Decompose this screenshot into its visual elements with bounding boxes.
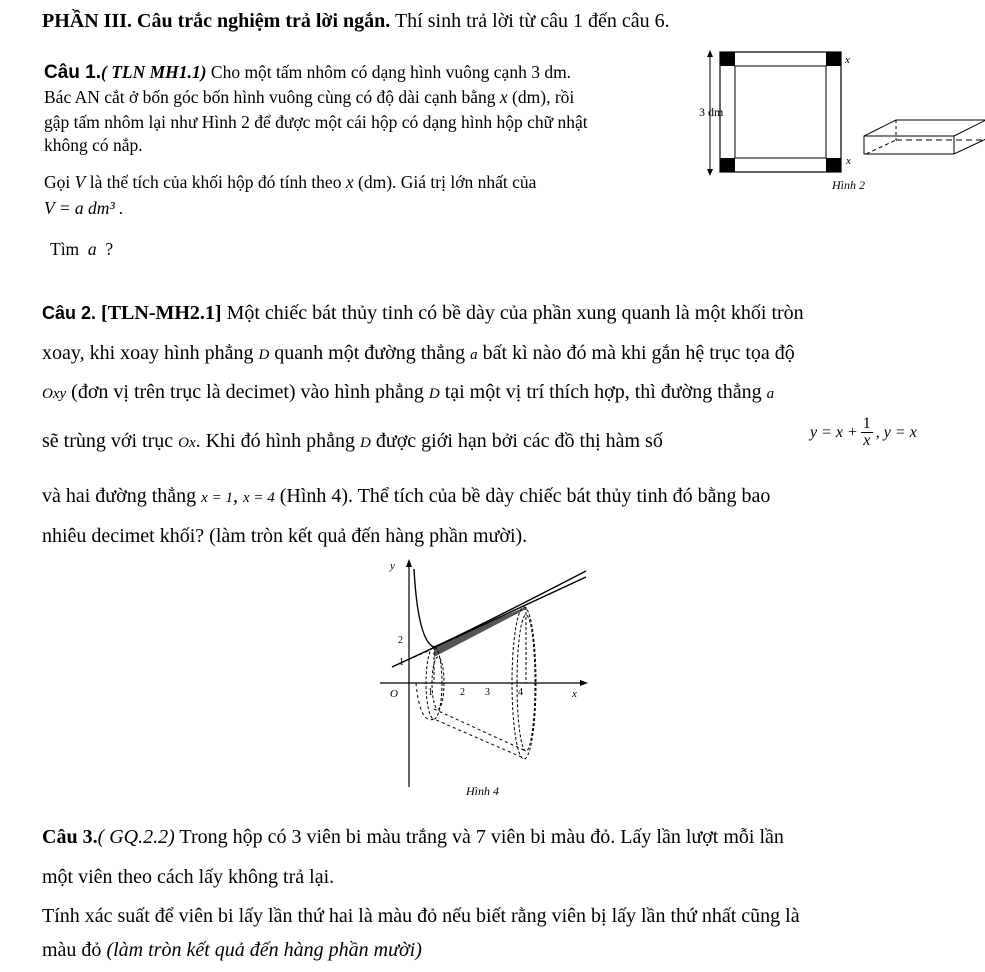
q1-line-4: không có nắp. — [44, 135, 143, 155]
figure-4 — [376, 555, 608, 803]
q3-line-4 — [42, 937, 422, 963]
q1-label: Câu 1. — [44, 62, 102, 83]
q2-line-4 — [42, 428, 942, 456]
q1-formula-V: V = a dm³ . — [44, 198, 124, 218]
q3-tag: ( GQ.2.2) — [97, 826, 175, 848]
q1-var-V: V — [74, 172, 86, 192]
q1-var-x: x — [499, 87, 508, 107]
q2-text-5b: (Hình 4). Thể tích của bề dày chiếc bát thủy tinh đó bằng bao — [279, 485, 771, 507]
fig4-x-label: x — [572, 688, 577, 700]
q1-line-1 — [44, 61, 678, 84]
q2-var-a-2: a — [766, 386, 775, 402]
q1-text-7a: Tìm — [50, 239, 80, 259]
figure-2 — [696, 44, 985, 194]
q3-line-1 — [42, 824, 942, 850]
q1-line-2 — [44, 86, 678, 108]
q2-line-1 — [42, 300, 942, 326]
q3-text-4a: màu đỏ — [42, 939, 102, 961]
q3-text-4b: (làm tròn kết quả đến hàng phần mười) — [106, 939, 422, 961]
q1-text-5a: Gọi — [44, 172, 71, 192]
fig4-tick-2: 2 — [460, 687, 465, 698]
q2-text-5a: và hai đường thẳng — [42, 485, 197, 507]
fig4-y-label: y — [390, 560, 395, 572]
q1-text-7b: ? — [105, 239, 114, 259]
q2-line-x1: x = 1 — [201, 490, 233, 506]
q2-var-oxy: Oxy — [42, 386, 67, 402]
q2-text-2a: xoay, khi xoay hình phẳng — [42, 342, 254, 364]
q2-var-ox: Ox — [178, 435, 196, 451]
part-header — [42, 8, 670, 34]
q1-text-2: Bác AN cắt ở bốn góc bốn hình vuông cùng có độ dài cạnh bằng — [44, 87, 496, 107]
q3-line-2: một viên theo cách lấy không trả lại. — [42, 866, 335, 888]
fig2-box-label: x — [846, 155, 851, 167]
q3-line-3: Tính xác suất để viên bi lấy lần thứ hai là màu đỏ nếu biết rằng viên bị lấy lần thứ nhất cũng là — [42, 905, 800, 927]
fig4-tick-4: 4 — [518, 687, 523, 698]
fig4-caption: Hình 4 — [466, 784, 499, 798]
q2-text-4c: được giới hạn bởi các đồ thị hàm số — [375, 430, 663, 452]
q1-tag: ( TLN MH1.1) — [101, 62, 207, 82]
q2-tag: [TLN-MH2.1] — [101, 302, 222, 324]
q2-var-a: a — [470, 347, 478, 363]
part-instruction: Thí sinh trả lời từ câu 1 đến câu 6. — [390, 10, 670, 32]
fig4-tick-3: 3 — [485, 687, 490, 698]
fig4-tick-1: 1 — [428, 687, 433, 698]
q2-line-5 — [42, 483, 942, 511]
q3-label: Câu 3. — [42, 826, 98, 848]
fig4-origin: O — [390, 688, 398, 700]
q2-sep: , — [232, 485, 238, 507]
q2-line-6: nhiêu decimet khối? (làm tròn kết quả đến hàng phần mười). — [42, 525, 528, 547]
fig4-ytick-2: 2 — [398, 635, 403, 646]
q2-var-D-3: D — [360, 435, 371, 451]
q2-fraction-den: x — [863, 432, 871, 449]
q2-text-1: Một chiếc bát thủy tinh có bề dày của phần xung quanh là một khối tròn — [226, 302, 804, 324]
q2-text-3a: (đơn vị trên trục là decimet) vào hình phẳng — [71, 381, 424, 403]
q1-line-3: gập tấm nhôm lại như Hình 2 để được một cái hộp có dạng hình hộp chữ nhật — [44, 112, 588, 132]
fig2-caption: Hình 2 — [832, 178, 865, 192]
q2-line-3 — [42, 379, 942, 407]
q1-text-5b: là thể tích của khối hộp đó tính theo — [89, 172, 342, 192]
q1-text-2b: (dm), rồi — [512, 87, 575, 107]
q2-formula-part1: y = x + — [810, 423, 858, 441]
q2-text-2b: quanh một đường thẳng — [274, 342, 466, 364]
q1-text-5c: (dm). Giá trị lớn nhất của — [358, 172, 537, 192]
q2-label: Câu 2. — [42, 303, 97, 323]
fig2-side-label: 3 dm — [699, 105, 724, 119]
q2-text-4b: . Khi đó hình phẳng — [195, 430, 356, 452]
q1-question — [50, 238, 113, 260]
q1-var-x-2: x — [345, 172, 354, 192]
q2-formula — [810, 416, 917, 449]
q2-var-D-2: D — [428, 386, 440, 402]
q1-text-1: Cho một tấm nhôm có dạng hình vuông cạnh 3 dm. — [206, 62, 572, 82]
q2-fraction-num: 1 — [862, 415, 871, 432]
q2-text-4a: sẽ trùng với trục — [42, 430, 174, 452]
q2-var-D: D — [258, 347, 270, 363]
q2-fraction — [861, 416, 873, 449]
q2-text-2c: bất kì nào đó mà khi gắn hệ trục tọa độ — [482, 342, 795, 364]
q1-var-a: a — [87, 239, 97, 259]
q1-line-5 — [44, 171, 678, 193]
fig4-ytick-1: 1 — [399, 657, 404, 668]
part-title: PHẦN III. Câu trắc nghiệm trả lời ngắn. — [42, 10, 391, 32]
q2-text-3b: tại một vị trí thích hợp, thì đường thẳng — [444, 381, 762, 403]
q2-line-2 — [42, 340, 942, 368]
q3-text-1: Trong hộp có 3 viên bi màu trắng và 7 viên bi màu đỏ. Lấy lần lượt mỗi lần — [174, 826, 784, 848]
q2-line-x4: x = 4 — [242, 490, 275, 506]
q2-formula-part2: , y = x — [875, 423, 917, 441]
fig2-corner-label: x — [845, 54, 850, 66]
